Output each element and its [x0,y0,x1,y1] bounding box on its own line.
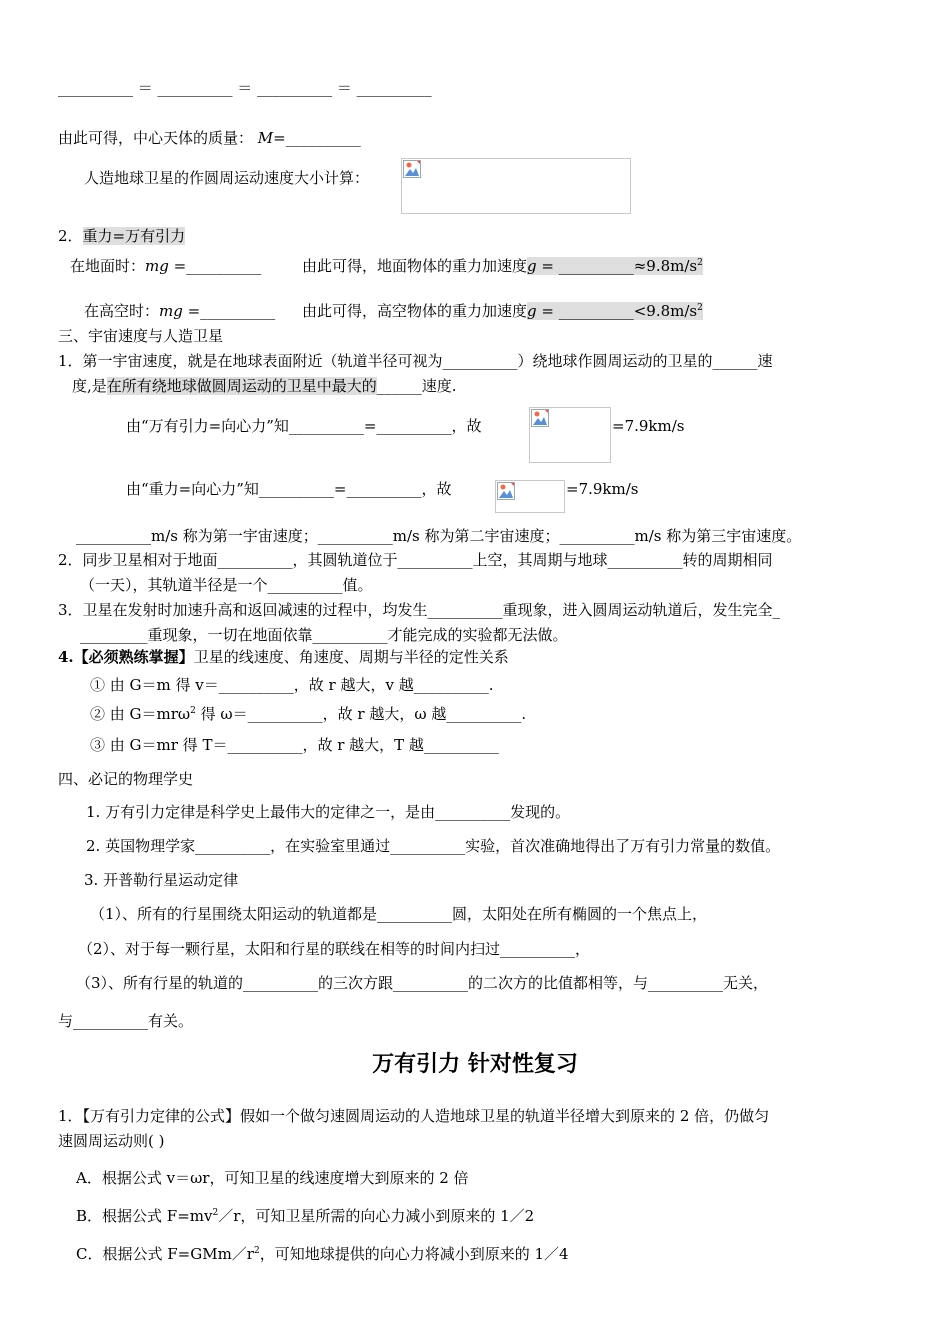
eq-b: 由“重力=向心力”知__________=__________，故 [126,480,452,498]
history-1: 1. 万有引力定律是科学史上最伟大的定律之一，是由__________发现的。 [86,803,571,821]
section2-num: 2． [58,227,83,245]
ground-line [70,256,261,276]
mass-var: M [257,129,274,147]
ground-derive-text: 由此可得，地面物体的重力加速度 [302,257,528,275]
mass-blank: =__________ [273,129,361,147]
option-c-a: C．根据公式 F=GMm／r [76,1245,254,1263]
g-ground-value: = __________≈9.8m/s [536,257,698,275]
p2-line1: 2．同步卫星相对于地面__________，其圆轨道位于__________上空，其周期与地球__________转的周期相同 [58,551,773,569]
section3-heading: 三、宇宙速度与人造卫星 [58,327,224,345]
formula-image-2 [529,407,611,463]
history-2: 2. 英国物理学家__________，在实验室里通过__________实验，首次准确地得出了万有引力常量的数值。 [86,837,781,855]
mg-blank: =__________ [168,257,262,275]
mg-high-blank: =__________ [182,302,276,320]
option-b-sup: 2 [212,1208,219,1218]
high-label: 在高空时： [84,302,160,320]
p1-line1: 1．第一宇宙速度，就是在地球表面附近（轨道半径可视为__________）绕地球作圆周运动的卫星的______速 [58,352,773,370]
g-high-sup: 2 [697,303,703,313]
top-equation: __________ ＝ __________ ＝ __________ ＝ __________ [58,79,432,97]
p1-line2a: 度,是 [72,377,107,395]
mg-var-high: mg [159,302,183,320]
p1-highlight: 在所有绕地球做圆周运动的卫星中最大的 [106,377,377,395]
relation-2b: 得 ω＝__________，故 r 越大，ω 越__________. [195,705,527,723]
p4-line [58,647,509,667]
relation-2 [90,704,526,724]
kepler-4: 与__________有关。 [58,1012,194,1030]
kepler-2: （2）、对于每一颗行星，太阳和行星的联线在相等的时间内扫过__________， [78,940,591,958]
high-derive [302,301,703,321]
broken-image-icon [531,409,549,427]
review-title: 万有引力 针对性复习 [372,1052,578,1077]
broken-image-icon [403,160,421,178]
g-var: g [527,257,537,275]
high-line [84,301,275,321]
eq-a-result: =7.9km/s [612,417,685,435]
g-ground-sup: 2 [697,258,703,268]
p2-line2: （一天），其轨道半径是一个__________值。 [80,576,373,594]
p4-num: 4. [58,648,74,666]
option-c-b: ，可知地球提供的向心力将减小到原来的 1／4 [259,1245,569,1263]
section4-heading: 四、必记的物理学史 [58,770,194,788]
kepler-3: （3）、所有行星的轨道的__________的三次方跟__________的二次方的比值都相等，与__________无关， [76,974,769,992]
p4-rest: 卫星的线速度、角速度、周期与半径的定性关系 [193,648,509,666]
cosmic-speeds: __________m/s 称为第一宇宙速度；__________m/s 称为第二宇宙速度；__________m/s 称为第三宇宙速度。 [76,527,802,545]
relation-2a: ② 由 G＝mrω [90,705,191,723]
g-var-high: g [527,302,537,320]
option-a: A．根据公式 v＝ωr，可知卫星的线速度增大到原来的 2 倍 [76,1169,469,1187]
p3-line2: _________重现象，一切在地面依靠__________才能完成的实验都无法做。 [80,626,568,644]
mg-var: mg [145,257,169,275]
p1-line2 [72,376,457,396]
option-b-a: B．根据公式 F=mv [76,1207,213,1225]
formula-image-3 [495,480,565,513]
relation-1: ① 由 G＝m 得 v＝__________，故 r 越大，v 越__________. [90,676,494,694]
option-b-b: ／r，可知卫星所需的向心力减小到原来的 1／2 [218,1207,535,1225]
question1-line1: 1．【万有引力定律的公式】假如一个做匀速圆周运动的人造地球卫星的轨道半径增大到原来的 2 倍，仍做匀 [58,1107,770,1125]
p3-line1: 3．卫星在发射时加速升高和返回减速的过程中，均发生__________重现象，进入圆周运动轨道后，发生完全_ [58,601,781,619]
option-c [76,1244,569,1264]
section2-title: 重力=万有引力 [82,227,186,245]
p4-tag: 【必须熟练掌握】 [73,648,194,666]
central-mass-text: 由此可得，中心天体的质量： [58,129,254,147]
formula-image-1 [401,158,631,214]
relation-2-sup: 2 [190,706,196,716]
kepler-1: （1）、所有的行星围绕太阳运动的轨道都是__________圆，太阳处在所有椭圆的一个焦点上， [90,905,708,923]
p1-line2c: ______速度. [376,377,457,395]
g-high-value: = __________<9.8m/s [536,302,698,320]
history-3: 3. 开普勒行星运动定律 [84,871,239,889]
eq-b-result: =7.9km/s [566,480,639,498]
broken-image-icon [497,482,515,500]
section2-heading [58,226,185,246]
relation-3: ③ 由 G＝mr 得 T＝__________，故 r 越大，T 越__________ [90,736,499,754]
satellite-speed-calc: 人造地球卫星的作圆周运动速度大小计算： [84,169,370,187]
option-c-sup: 2 [253,1246,260,1256]
central-mass-line [58,128,361,148]
ground-label: 在地面时： [70,257,146,275]
eq-a: 由“万有引力=向心力”知__________=__________，故 [126,417,482,435]
question1-line2: 速圆周运动则( ) [58,1132,165,1150]
option-b [76,1206,534,1226]
ground-derive [302,256,703,276]
high-derive-text: 由此可得，高空物体的重力加速度 [302,302,528,320]
